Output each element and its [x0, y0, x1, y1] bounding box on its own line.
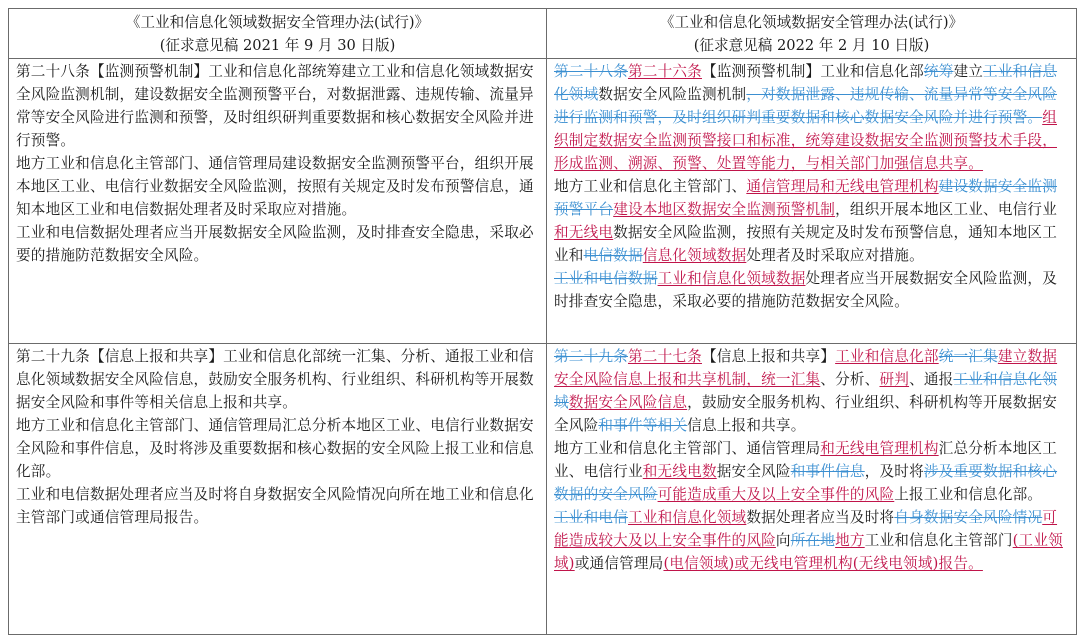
- inserted-text: 组织制定数据安全监测预警接口和标准，统筹建设数据安全监测预警技术手段，形成监测、溯源、预警、处置等能力，与相关部门加强信息共享。: [554, 109, 1057, 172]
- inserted-text: 工业和信息化领域: [627, 509, 747, 526]
- deleted-text: 工业和电信数据: [554, 270, 658, 287]
- deleted-text: 工业和信息化领域: [554, 63, 1058, 103]
- inserted-text: 可能造成重大及以上安全事件的风险: [657, 486, 895, 503]
- unchanged-text: 数据处理者应当及时将: [746, 509, 895, 526]
- comparison-table: [8, 8, 1077, 635]
- header-right-subtitle: (征求意见稿 2022 年 2 月 10 日版): [693, 37, 930, 54]
- header-right-title: 《工业和信息化领域数据安全管理办法(试行)》: [659, 14, 964, 31]
- header-row: [9, 9, 1077, 59]
- deleted-text: 和事件等相关: [598, 417, 688, 434]
- unchanged-text: 工业和信息化主管部门: [864, 532, 1013, 549]
- inserted-text: (工业领域): [554, 532, 1063, 572]
- deleted-text: 和事件信息: [790, 463, 865, 480]
- inserted-text: 信息化领域数据: [642, 247, 747, 264]
- deleted-text: 统一汇集: [938, 348, 998, 365]
- old-paragraph: 第二十九条【信息上报和共享】工业和信息化部统一汇集、分析、通报工业和信息化领域数据安全风险信息，鼓励安全服务机构、行业组织、科研机构等开展数据安全风险和事件等相关信息上报和共享。: [16, 348, 534, 411]
- old-text-cell-reporting: [9, 344, 547, 635]
- inserted-text: 和无线电数: [642, 463, 717, 480]
- new-paragraph: [554, 437, 1070, 506]
- old-paragraph: 工业和电信数据处理者应当开展数据安全风险监测，及时排查安全隐患，采取必要的措施防范数据安全风险。: [16, 224, 534, 264]
- new-paragraph: [554, 60, 1070, 175]
- inserted-text: 工业和信息化领域数据: [657, 270, 806, 287]
- deleted-text: 建设数据安全监测预警平台: [554, 178, 1058, 218]
- new-paragraph: [554, 345, 1070, 437]
- inserted-text: 第二十六条: [627, 63, 702, 80]
- unchanged-text: 上报工业和信息化部。: [894, 486, 1043, 503]
- unchanged-text: ，及时将: [864, 463, 924, 480]
- old-paragraph: 第二十八条【监测预警机制】工业和信息化部统筹建立工业和信息化领域数据安全风险监测机制，建设数据安全监测预警平台，对数据泄露、违规传输、流量异常等安全风险进行监测和预警，及时组织研判重要数据和核心数据安全风险并进行预警。: [16, 63, 534, 149]
- comparison-table-wrapper: [8, 8, 1076, 638]
- old-paragraph: 地方工业和信息化主管部门、通信管理局汇总分析本地区工业、电信行业数据安全风险和事件信息，及时将涉及重要数据和核心数据的安全风险上报工业和信息化部。: [16, 417, 534, 480]
- deleted-text: 所在地: [790, 532, 836, 549]
- old-text-cell-monitoring: [9, 59, 547, 344]
- unchanged-text: 、通报: [909, 371, 954, 388]
- unchanged-text: 【监测预警机制】工业和信息化部: [701, 63, 924, 80]
- deleted-text: ，对数据泄露、违规传输、流量异常等安全风险进行监测和预警，及时组织研判重要数据和核心数据安全风险并进行预警。: [554, 86, 1058, 126]
- unchanged-text: 处理者应当开展数据安全风险监测，及时排查安全隐患，采取必要的措施防范数据安全风险。: [554, 270, 1058, 310]
- new-text-cell-reporting: [547, 344, 1077, 635]
- new-paragraph: [554, 267, 1070, 313]
- article-row-reporting: [9, 344, 1077, 635]
- deleted-text: 工业和电信: [554, 509, 628, 526]
- inserted-text: 可能造成较大及以上安全事件的风险: [554, 509, 1058, 549]
- unchanged-text: 或通信管理局: [574, 555, 664, 572]
- unchanged-text: 数据安全风险监测，按照有关规定及时发布预警信息，通知本地区工业和: [554, 224, 1058, 264]
- deleted-text: 第二十九条: [554, 348, 628, 365]
- inserted-text: 建立数据安全风险信息上报和共享机制，统一汇集: [554, 348, 1058, 388]
- inserted-text: (电信领域)或无线电管理机构(无线电领域)报告。: [663, 555, 983, 572]
- unchanged-text: 汇总分析本地区工业、电信行业: [554, 440, 1058, 480]
- old-paragraph: 工业和电信数据处理者应当及时将自身数据安全风险情况向所在地工业和信息化主管部门或通信管理局报告。: [16, 486, 534, 526]
- deleted-text: 统筹: [923, 63, 954, 80]
- unchanged-text: 地方工业和信息化主管部门、通信管理局: [554, 440, 821, 457]
- deleted-text: 电信数据: [583, 247, 643, 264]
- deleted-text: 工业和信息化领域: [554, 371, 1058, 411]
- new-paragraph: [554, 506, 1070, 575]
- header-left-title: 《工业和信息化领域数据安全管理办法(试行)》: [125, 14, 430, 31]
- header-left-subtitle: (征求意见稿 2021 年 9 月 30 日版): [159, 37, 396, 54]
- new-text-cell-monitoring: [547, 59, 1077, 344]
- unchanged-text: 处理者及时采取应对措施。: [746, 247, 924, 264]
- new-paragraph: [554, 175, 1070, 267]
- unchanged-text: 据安全风险: [716, 463, 791, 480]
- inserted-text: 数据安全风险信息: [568, 394, 688, 411]
- inserted-text: 地方: [835, 532, 865, 549]
- old-paragraph: 地方工业和信息化主管部门、通信管理局建设数据安全监测预警平台，组织开展本地区工业、电信行业数据安全风险监测，按照有关规定及时发布预警信息，通知本地区工业和电信数据处理者及时采取应对措施。: [16, 155, 534, 218]
- header-left: [9, 9, 547, 59]
- inserted-text: 通信管理局和无线电管理机构: [746, 178, 939, 195]
- unchanged-text: 信息上报和共享。: [687, 417, 806, 434]
- inserted-text: 研判: [879, 371, 910, 388]
- unchanged-text: ，鼓励安全服务机构、行业组织、科研机构等开展数据安全风险: [554, 394, 1058, 434]
- inserted-text: 建设本地区数据安全监测预警机制: [613, 201, 836, 218]
- inserted-text: 第二十七条: [627, 348, 702, 365]
- unchanged-text: 【信息上报和共享】: [701, 348, 836, 365]
- deleted-text: 第二十八条: [554, 63, 628, 80]
- unchanged-text: 向: [775, 532, 791, 549]
- deleted-text: 涉及重要数据和核心数据的安全风险: [554, 463, 1058, 503]
- inserted-text: 和无线电: [554, 224, 614, 241]
- deleted-text: 自身数据安全风险情况: [894, 509, 1043, 526]
- unchanged-text: 建立: [953, 63, 984, 80]
- unchanged-text: 地方工业和信息化主管部门、: [554, 178, 747, 195]
- unchanged-text: 、分析、: [820, 371, 880, 388]
- unchanged-text: 数据安全风险监测机制: [598, 86, 747, 103]
- inserted-text: 和无线电管理机构: [820, 440, 939, 457]
- header-right: [547, 9, 1077, 59]
- inserted-text: 工业和信息化部: [835, 348, 939, 365]
- unchanged-text: ，组织开展本地区工业、电信行业: [835, 201, 1058, 218]
- article-row-monitoring: [9, 59, 1077, 344]
